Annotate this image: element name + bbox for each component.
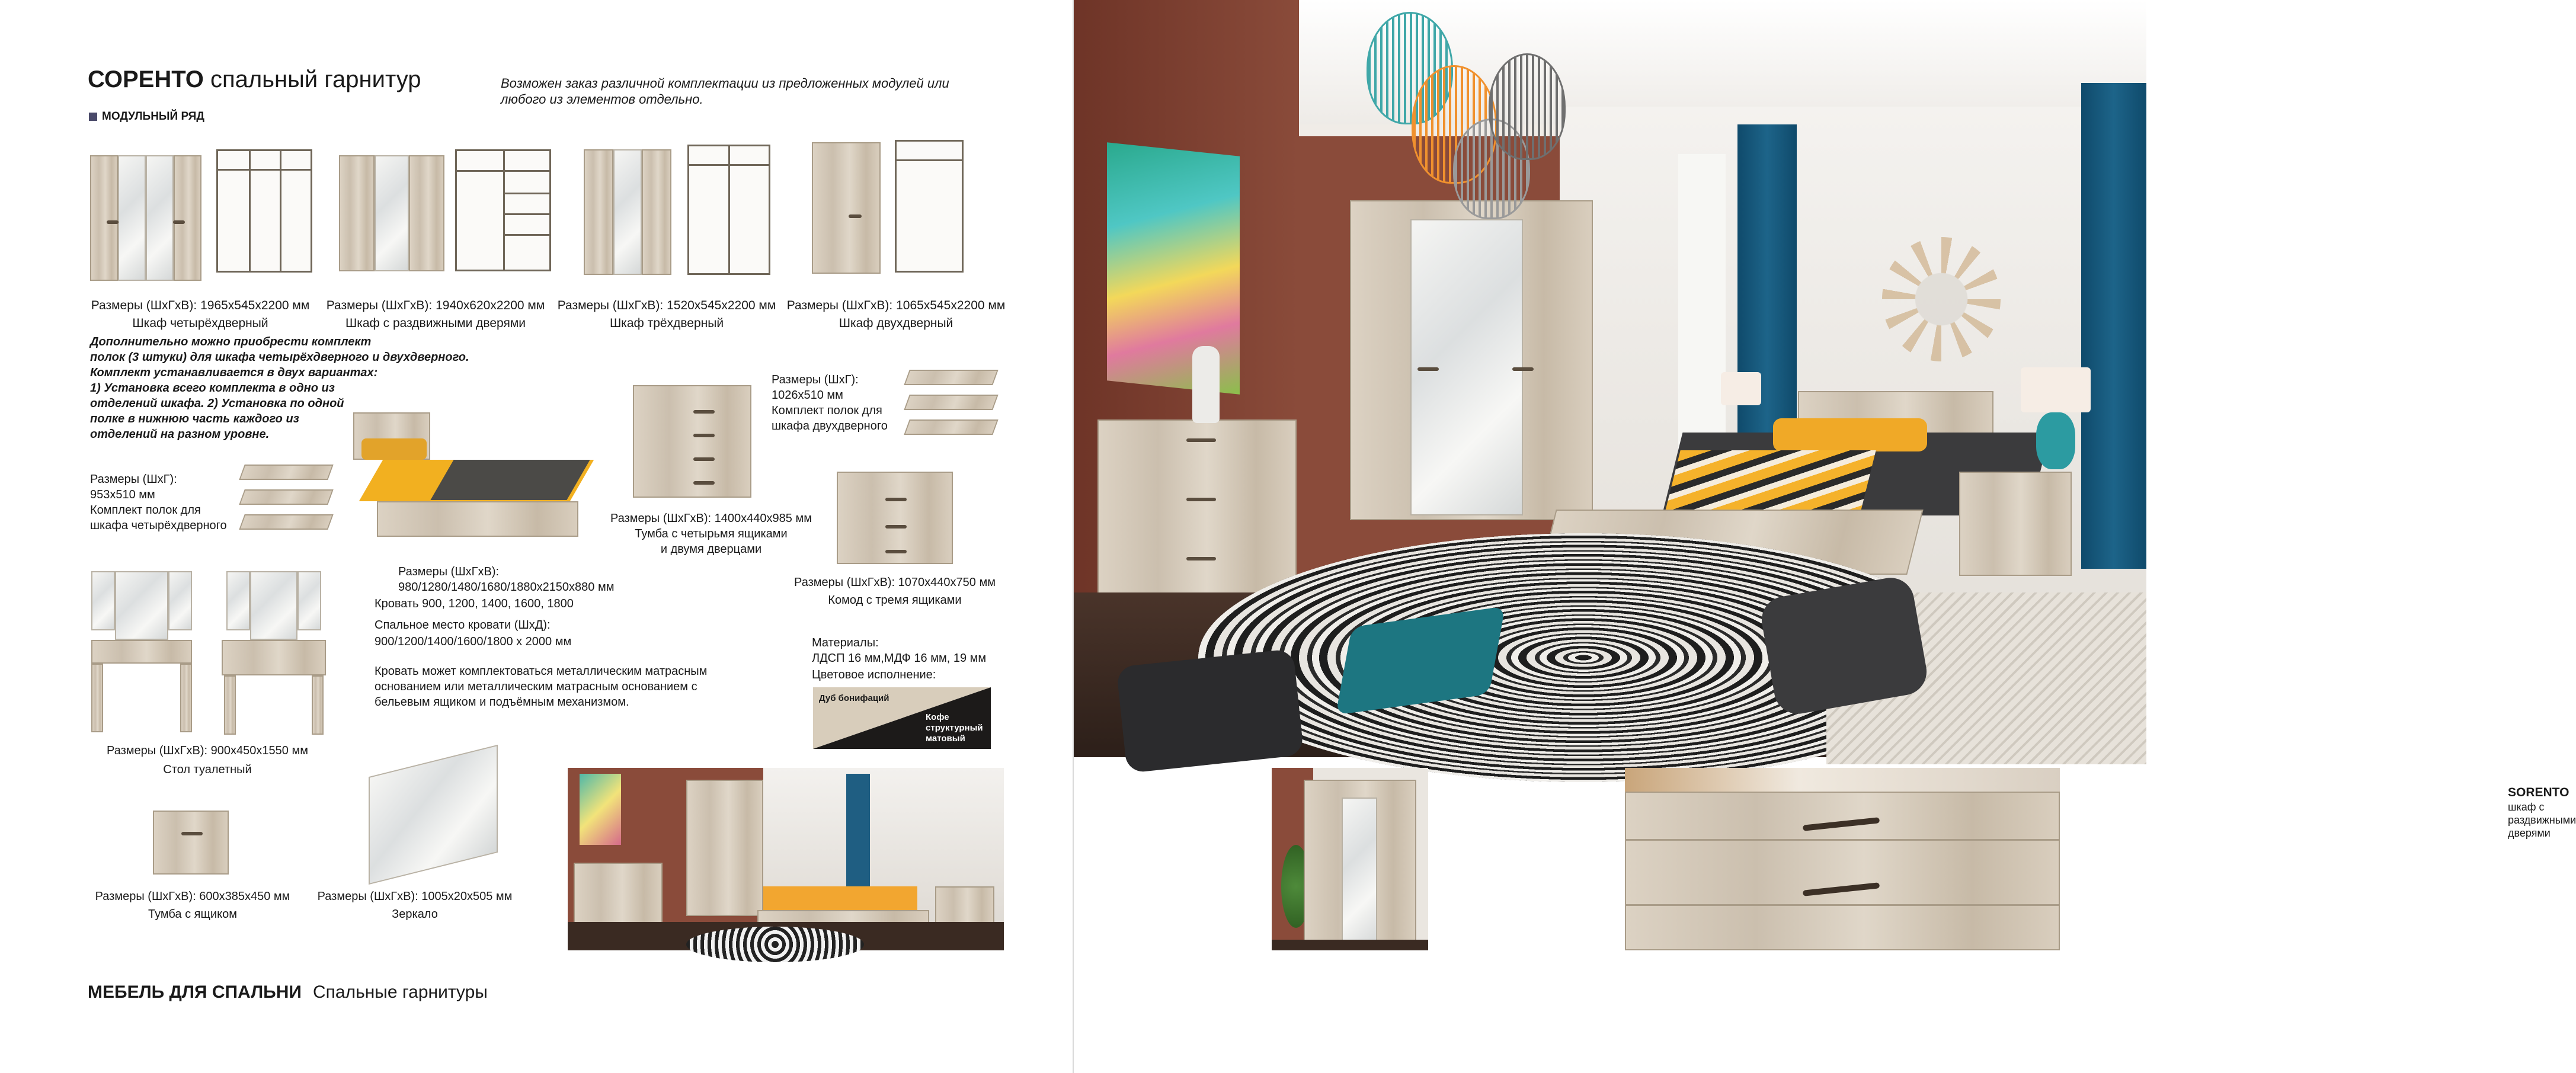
- bed-note-line: основанием или металлическим матрасным основанием с: [375, 680, 697, 693]
- title-bold: СОРЕНТО: [88, 66, 204, 92]
- intro-line-2: любого из элементов отдельно.: [501, 92, 703, 107]
- caption-line: шкаф с: [2508, 801, 2545, 813]
- bed-note-line: Кровать может комплектоваться металлическим матрасным: [375, 665, 708, 678]
- note-line: полок (3 штуки) для шкафа четырёхдверного и двухдверного.: [90, 351, 469, 364]
- wardrobe-2-name: Шкаф двухдверный: [839, 316, 953, 330]
- caption-line: Комплект полок для: [772, 404, 882, 417]
- swatch-coffee-1: Кофе: [926, 712, 949, 722]
- wardrobe-2-door-photo: [812, 142, 881, 274]
- nightstand-dims: Размеры (ШхГхВ): 600х385х450 мм: [95, 890, 290, 903]
- sliding-wardrobe-photo: [1272, 768, 1428, 950]
- bed-dims-values: 980/1280/1480/1680/1880х2150х880 мм: [398, 581, 615, 594]
- nightstand-image: [153, 811, 229, 875]
- komod-name: Комод с тремя ящиками: [828, 594, 962, 607]
- caption-line: Комплект полок для: [90, 504, 201, 517]
- interior-thumbnail-photo: [568, 768, 1004, 950]
- caption-line: раздвижными: [2508, 814, 2576, 826]
- caption-line: 953х510 мм: [90, 488, 155, 501]
- shelves-2-door-image: [901, 370, 1001, 441]
- wardrobe-4-name: Шкаф четырёхдверный: [132, 316, 268, 330]
- wardrobe-sliding-drawing: [455, 149, 551, 271]
- wardrobe-4-door-photo: [90, 155, 201, 281]
- wardrobe-sliding-name: Шкаф с раздвижными дверями: [345, 316, 526, 330]
- right-page: [1074, 0, 2576, 1073]
- table-name: Стол туалетный: [163, 763, 252, 776]
- caption-line: дверями: [2508, 827, 2551, 839]
- title-rest: спальный гарнитур: [210, 66, 421, 92]
- caption-sorento: SORENTO: [2508, 786, 2569, 799]
- wardrobe-3-door-photo: [584, 149, 671, 275]
- dresser-detail-photo: [1625, 768, 2060, 950]
- caption-line: шкафа двухдверного: [772, 419, 888, 433]
- caption-line: шкафа четырёхдверного: [90, 519, 227, 532]
- wardrobe-3-name: Шкаф трёхдверный: [609, 316, 724, 330]
- tumba-name-1: Тумба с четырьмя ящиками: [635, 527, 788, 540]
- tumba-dims: Размеры (ШхГхВ): 1400х440х985 мм: [610, 512, 812, 525]
- table-dims: Размеры (ШхГхВ): 900х450х1550 мм: [107, 744, 308, 757]
- left-page: [0, 0, 1073, 1073]
- color-label: Цветовое исполнение:: [812, 668, 936, 681]
- mirror-dims: Размеры (ШхГхВ): 1005х20х505 мм: [317, 890, 513, 903]
- shelves-4-door-image: [236, 465, 337, 536]
- wardrobe-3-dims: Размеры (ШхГхВ): 1520х545х2200 мм: [557, 299, 776, 312]
- dressing-table-image-2: [222, 571, 326, 735]
- tumba-4-drawers-image: [633, 385, 751, 498]
- note-line: Комплект устанавливается в двух вариантах:: [90, 366, 378, 379]
- caption-line: Размеры (ШхГ):: [90, 473, 177, 486]
- wardrobe-4-door-drawing: [216, 149, 312, 273]
- note-line: 1) Установка всего комплекта в одно из: [90, 382, 335, 395]
- footer-category: МЕБЕЛЬ ДЛЯ СПАЛЬНИ: [88, 982, 302, 1002]
- wardrobe-2-dims: Размеры (ШхГхВ): 1065х545х2200 мм: [786, 299, 1006, 312]
- materials-values: ЛДСП 16 мм,МДФ 16 мм, 19 мм: [812, 652, 987, 665]
- dressing-table-image-1: [91, 571, 192, 732]
- mirror-name: Зеркало: [392, 908, 438, 921]
- footer-subcategory: Спальные гарнитуры: [313, 982, 488, 1002]
- bed-image: [353, 412, 584, 544]
- note-line: Дополнительно можно приобрести комплект: [90, 335, 372, 348]
- swatch-coffee-3: матовый: [926, 734, 965, 744]
- komod-dims: Размеры (ШхГхВ): 1070х440х750 мм: [794, 576, 996, 589]
- swatch-oak-label: Дуб бонифаций: [819, 693, 889, 703]
- bedroom-main-photo: [1074, 0, 2146, 757]
- bed-sleep-values: 900/1200/1400/1600/1800 х 2000 мм: [375, 635, 572, 648]
- bed-dims-label: Размеры (ШхГхВ):: [398, 565, 500, 578]
- page-title: [88, 66, 421, 93]
- tumba-name-2: и двумя дверцами: [660, 543, 762, 556]
- bed-note-line: бельевым ящиком и подъёмным механизмом.: [375, 696, 629, 709]
- wardrobe-sliding-photo: [339, 155, 444, 271]
- color-swatch: [813, 687, 991, 749]
- note-line: полке в нижнюю часть каждого из: [90, 412, 299, 425]
- intro-line-1: Возможен заказ различной комплектации из предложенных модулей или: [501, 76, 949, 91]
- caption-line: Размеры (ШхГ):: [772, 373, 859, 386]
- bed-sleep-label: Спальное место кровати (ШхД):: [375, 619, 551, 632]
- section-label: МОДУЛЬНЫЙ РЯД: [102, 110, 204, 123]
- wardrobe-4-dims: Размеры (ШхГхВ): 1965х545х2200 мм: [91, 299, 310, 312]
- swatch-coffee-2: структурный: [926, 723, 983, 733]
- wardrobe-3-door-drawing: [687, 145, 770, 275]
- section-bullet-icon: [89, 113, 97, 121]
- komod-image: [837, 472, 953, 564]
- nightstand-name: Тумба с ящиком: [148, 908, 237, 921]
- mirror-image: [369, 745, 498, 885]
- wardrobe-sliding-dims: Размеры (ШхГхВ): 1940х620х2200 мм: [326, 299, 545, 312]
- wardrobe-2-door-drawing: [895, 140, 964, 273]
- note-line: отделений на разном уровне.: [90, 428, 270, 441]
- note-line: отделений шкафа. 2) Установка по одной: [90, 397, 344, 410]
- bed-sizes: Кровать 900, 1200, 1400, 1600, 1800: [375, 597, 574, 610]
- materials-label: Материалы:: [812, 636, 879, 649]
- caption-line: 1026х510 мм: [772, 389, 843, 402]
